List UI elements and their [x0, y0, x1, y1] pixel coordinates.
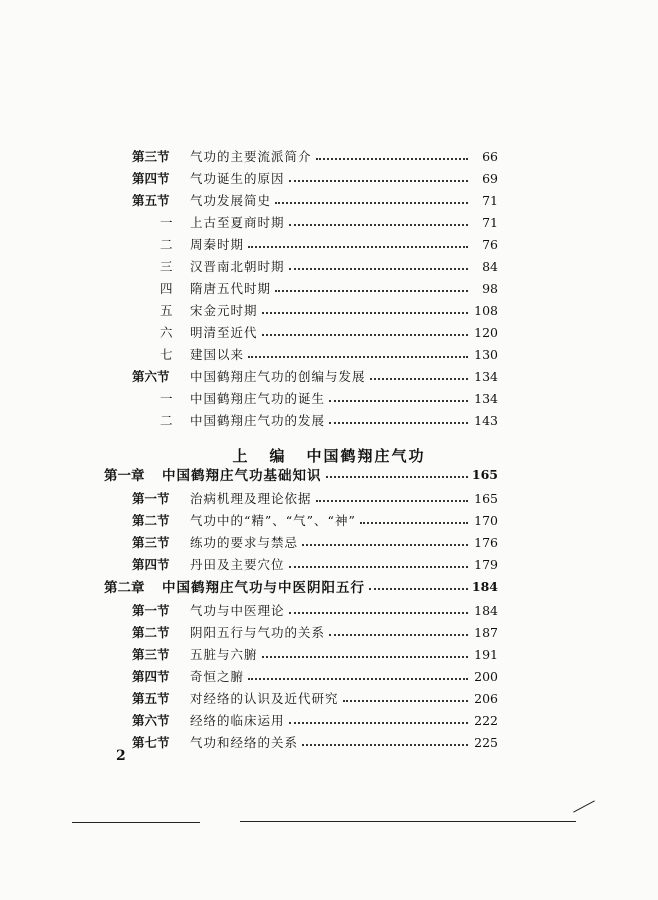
- toc-label: 第四节: [132, 669, 170, 684]
- toc-label: 第四节: [132, 171, 170, 186]
- toc-page: 225: [474, 734, 498, 750]
- part-heading-left: 上: [232, 447, 250, 465]
- toc-label: 第五节: [132, 691, 170, 706]
- leader-dots: [275, 290, 468, 292]
- toc-label: 二: [160, 413, 173, 428]
- toc-entry: [160, 322, 498, 342]
- toc-title: 气功发展简史: [190, 193, 272, 208]
- leader-dots: [316, 158, 468, 160]
- toc-label: 第三节: [132, 535, 170, 550]
- leader-dots: [343, 700, 468, 702]
- toc-entry: [132, 554, 498, 574]
- toc-page: 222: [474, 712, 498, 728]
- leader-dots: [316, 500, 468, 502]
- toc-label: 第二节: [132, 625, 170, 640]
- toc-page: 84: [482, 258, 498, 274]
- toc-label: 一: [160, 215, 173, 230]
- toc-title: 五脏与六腑: [190, 647, 258, 662]
- toc-entry: [132, 732, 498, 752]
- leader-dots: [262, 656, 468, 658]
- toc-entry: [132, 688, 498, 708]
- leader-dots: [302, 744, 468, 746]
- toc-page: 134: [474, 390, 498, 406]
- leader-dots: [262, 334, 468, 336]
- part-heading-middle: 编: [269, 447, 287, 465]
- toc-title: 奇恒之腑: [190, 669, 245, 684]
- bottom-rule: [240, 821, 576, 822]
- toc-label: 第一节: [132, 491, 170, 506]
- toc-page: 66: [482, 148, 498, 164]
- toc-label: 三: [160, 259, 173, 274]
- toc-page: 71: [482, 192, 498, 208]
- toc-label: 第一节: [132, 603, 170, 618]
- toc-title: 丹田及主要穴位: [190, 557, 285, 572]
- part-heading: [0, 445, 658, 466]
- toc-title: 建国以来: [190, 347, 245, 362]
- toc-label: 第七节: [132, 735, 170, 750]
- toc-title: 气功和经络的关系: [190, 735, 299, 750]
- leader-dots: [289, 566, 468, 568]
- toc-page: 184: [474, 602, 498, 618]
- toc-page: 108: [474, 302, 498, 318]
- toc-label: 七: [160, 347, 173, 362]
- toc-title: 汉晋南北朝时期: [190, 259, 285, 274]
- part-heading-right: 中国鹤翔庄气功: [306, 447, 426, 465]
- toc-page: 134: [474, 368, 498, 384]
- toc-title: 气功与中医理论: [190, 603, 285, 618]
- toc-entry: [132, 600, 498, 620]
- leader-dots: [369, 588, 468, 590]
- toc-chapter: [104, 576, 498, 596]
- toc-title: 隋唐五代时期: [190, 281, 272, 296]
- toc-entry: [160, 300, 498, 320]
- toc-label: 第一章: [104, 468, 145, 484]
- toc-title: 气功诞生的原因: [190, 171, 285, 186]
- toc-entry: [132, 488, 498, 508]
- toc-label: 第三节: [132, 647, 170, 662]
- toc-page: 98: [482, 280, 498, 296]
- toc-entry: [132, 190, 498, 210]
- toc-page: 76: [482, 236, 498, 252]
- toc-title: 气功的主要流派简介: [190, 149, 312, 164]
- toc-page: 170: [474, 512, 498, 528]
- toc-label: 第四节: [132, 557, 170, 572]
- toc-page: 206: [474, 690, 498, 706]
- bottom-rule: [72, 822, 200, 823]
- leader-dots: [302, 544, 468, 546]
- corner-mark: [573, 800, 595, 812]
- toc-entry: [132, 366, 498, 386]
- leader-dots: [289, 268, 468, 270]
- toc-label: 第六节: [132, 713, 170, 728]
- toc-page: 184: [471, 578, 498, 594]
- toc-title: 中国鹤翔庄气功基础知识: [162, 468, 322, 484]
- leader-dots: [289, 612, 468, 614]
- toc-entry: [132, 168, 498, 188]
- toc-label: 第六节: [132, 369, 170, 384]
- toc-chapter: [104, 464, 498, 484]
- toc-title: 上古至夏商时期: [190, 215, 285, 230]
- toc-page: 187: [474, 624, 498, 640]
- leader-dots: [289, 180, 468, 182]
- leader-dots: [289, 224, 468, 226]
- toc-page: 176: [474, 534, 498, 550]
- toc-title: 中国鹤翔庄气功与中医阴阳五行: [162, 580, 365, 596]
- toc-entry: [160, 212, 498, 232]
- toc-label: 六: [160, 325, 173, 340]
- leader-dots: [329, 400, 468, 402]
- toc-page: 165: [471, 466, 498, 482]
- toc-entry: [160, 410, 498, 430]
- toc-title: 周秦时期: [190, 237, 245, 252]
- toc-title: 中国鹤翔庄气功的发展: [190, 413, 326, 428]
- toc-title: 明清至近代: [190, 325, 258, 340]
- toc-entry: [160, 344, 498, 364]
- toc-title: 宋金元时期: [190, 303, 258, 318]
- toc-page: 179: [474, 556, 498, 572]
- toc-title: 气功中的“精”、“气”、“神”: [190, 513, 356, 528]
- toc-label: 五: [160, 303, 173, 318]
- leader-dots: [248, 678, 468, 680]
- toc-label: 第三节: [132, 149, 170, 164]
- toc-page: 71: [482, 214, 498, 230]
- toc-page: 143: [474, 412, 498, 428]
- toc-entry: [132, 666, 498, 686]
- toc-title: 中国鹤翔庄气功的创编与发展: [190, 369, 366, 384]
- toc-entry: [160, 234, 498, 254]
- toc-label: 二: [160, 237, 173, 252]
- toc-label: 第五节: [132, 193, 170, 208]
- page-number: 2: [116, 748, 126, 764]
- leader-dots: [275, 202, 468, 204]
- toc-title: 阴阳五行与气功的关系: [190, 625, 326, 640]
- leader-dots: [326, 476, 468, 478]
- toc-page: 130: [474, 346, 498, 362]
- leader-dots: [262, 312, 468, 314]
- toc-label: 一: [160, 391, 173, 406]
- leader-dots: [329, 422, 468, 424]
- toc-label: 第二节: [132, 513, 170, 528]
- toc-entry: [132, 710, 498, 730]
- leader-dots: [289, 722, 468, 724]
- toc-page: 191: [474, 646, 498, 662]
- toc-title: 中国鹤翔庄气功的诞生: [190, 391, 326, 406]
- toc-title: 对经络的认识及近代研究: [190, 691, 339, 706]
- toc-entry: [132, 510, 498, 530]
- toc-entry: [132, 644, 498, 664]
- toc-page: 165: [474, 490, 498, 506]
- leader-dots: [370, 378, 468, 380]
- toc-page: 200: [474, 668, 498, 684]
- toc-page: 120: [474, 324, 498, 340]
- toc-label: 四: [160, 281, 173, 296]
- toc-entry: [160, 278, 498, 298]
- toc-entry: [132, 532, 498, 552]
- leader-dots: [360, 522, 468, 524]
- leader-dots: [329, 634, 468, 636]
- toc-entry: [132, 146, 498, 166]
- toc-entry: [132, 622, 498, 642]
- toc-page: 69: [482, 170, 498, 186]
- leader-dots: [248, 246, 468, 248]
- toc-entry: [160, 388, 498, 408]
- toc-title: 经络的临床运用: [190, 713, 285, 728]
- toc-title: 治病机理及理论依据: [190, 491, 312, 506]
- toc-label: 第二章: [104, 580, 145, 596]
- toc-entry: [160, 256, 498, 276]
- leader-dots: [248, 356, 468, 358]
- toc-title: 练功的要求与禁忌: [190, 535, 299, 550]
